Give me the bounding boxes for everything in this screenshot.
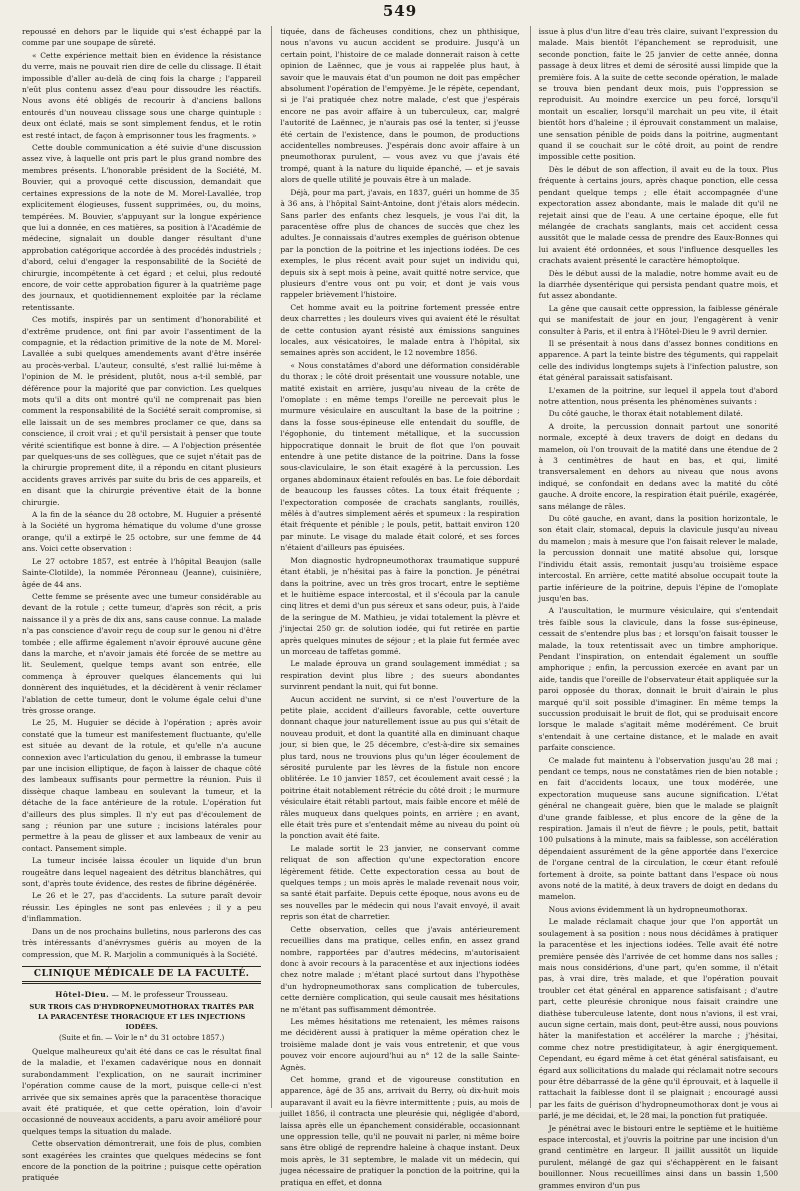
article-title: SUR TROIS CAS D'HYDROPNEUMOTHORAX TRAITÉS PAR LA PARACENTÈSE THORACIQUE ET LES INJECTIONS IODÉES. bbox=[29, 1002, 254, 1031]
article-subtitle: (Suite et fin. — Voir le n° du 31 octobre 1857.) bbox=[59, 1033, 225, 1042]
paragraph: Cette observation démontrerait, une fois de plus, combien sont exagérées les craintes que quelques médecins se font encore de la ponction de la poitrine ; puisque cette opération pratiquée bbox=[22, 1139, 262, 1183]
paragraph: Cette observation, celles que j'avais antérieurement recueillies dans ma pratique, celles enfin, en assez grand nombre, rapportées par d'autres médecins, m'autorisaient donc à avoir recours à la paracentèse et aux injections iodées chez notre malade ; m'étant placé surtout dans l'hypothèse d'un hydropneumothorax sans complication de tubercules, cette dernière complication, qui seule causait mes hésitations ne m'étant pas suffisamment démontrée. bbox=[280, 924, 520, 1014]
paragraph: Cet homme avait eu la poitrine fortement pressée entre deux charrettes ; les douleurs vives qui avaient été le résultat de cette contusion ayant résisté aux émissions sanguines locales, aux vésicatoires, le malade entra à l'hôpital, six semaines après son accident, le 12 novembre 1856. bbox=[280, 302, 520, 358]
paragraph: Du côté gauche, le thorax était notablement dilaté. bbox=[548, 409, 743, 419]
paragraph: Cette femme se présente avec une tumeur considérable au devant de la rotule ; cette tumeur, d'après son récit, a pris naissance il y a près de dix ans, sans cause connue. La malade n'a pas conscience d'avoir reçu de coup sur le genou ni d'être tombée ; elle affirme également n'avoir éprouvé aucune gêne dans la marche, et n'avoir jamais été forcée de se mettre au lit. Seulement, quelque temps avant son entrée, elle commença à éprouver quelques élancements qui lui donnèrent des inquiétudes, et la décidèrent à venir réclamer l'ablation de cette tumeur, dont le volume égale celui d'une très grosse orange. bbox=[22, 591, 262, 715]
service-professor: — M. le professeur Trousseau. bbox=[109, 989, 229, 999]
column-1 bbox=[22, 26, 262, 1183]
paragraph: Mon diagnostic hydropneumothorax traumatique suppuré étant établi, je n'hésitai pas à faire la ponction. Je pénétrai dans la poitrine, avec un très gros trocart, entre le septième et le huitième espace intercostal, et il s'écoula par la canule cinq litres et demi d'un pus séreux et sans odeur, puis, à l'aide de la seringue de M. Mathieu, je vidai totalement la plèvre et j'injectai 250 gr. de solution iodée, qui fut retirée en partie après quelques minutes de séjour ; et la plaie fut fermée avec un morceau de taffetas gommé. bbox=[280, 555, 520, 656]
text-columns bbox=[22, 26, 778, 1190]
paragraph: « Nous constatâmes d'abord une déformation considérable du thorax ; le côté droit présentait une voussure notable, une matité existait en arrière, jusqu'au niveau de la crête de l'omoplate : en même temps l'oreille ne percevait plus le murmure vésiculaire en auscultant la base de la poitrine ; dans la fosse sous-épineuse elle entendait du souffle, de l'égophonie, du tintement métallique, et la succussion hippocratique donnait le bruit de flot que l'on pouvait entendre à une petite distance de la poitrine. Dans la fosse sous-claviculaire, le son était exagéré à la percussion. Les organes abdominaux étaient refoulés en bas. Le foie débordait de beaucoup les fausses côtes. La toux était fréquente ; l'expectoration composée de crachats sanglants, rouillés, mêlés à d'autres simplement aérés et spumeux : la respiration était fréquente et pénible ; le pouls, petit, battait environ 120 par minute. Le visage du malade était coloré, et ses forces n'étaient d'ailleurs pas épuisées. bbox=[280, 360, 520, 553]
paragraph: Le 25, M. Huguier se décide à l'opération ; après avoir constaté que la tumeur est manifestement fluctuante, qu'elle est située au devant de la rotule, et qu'elle n'a aucune connexion avec l'articulation du genou, il embrasse la tumeur par une incision elliptique, de façon à laisser de chaque côté des lambeaux suffisants pour permettre la réunion. Puis il dissèque chaque lambeau en soulevant la tumeur, et la détache de la face antérieure de la rotule. L'opération fut d'ailleurs des plus simples. Il n'y eut pas d'écoulement de sang ; réunion par une suture ; incisions latérales pour permettre à la peau de glisser et aux lambeaux de venir au contact. Pansement simple. bbox=[22, 718, 262, 853]
paragraph: Dans un de nos prochains bulletins, nous parlerons des cas très intéressants d'anévrysmes guéris au moyen de la compression, que M. R. Marjolin a communiqués à la Société. bbox=[22, 926, 262, 959]
paragraph: Le 26 et le 27, pas d'accidents. La suture paraît devoir réussir. Les épingles ne sont pas enlevées ; il y a peu d'inflammation. bbox=[22, 891, 262, 924]
paragraph: Je pénétrai avec le bistouri entre le septième et le huitième espace intercostal, et j'ouvris la poitrine par une incision d'un grand centimètre en largeur. Il jaillit aussitôt un liquide purulent, mélangé de gaz qui s'échappèrent en le faisant bouillonner. Nous recueillîmes ainsi dans un bassin 1,500 grammes environ d'un pus bbox=[538, 1123, 778, 1190]
paragraph: Dès le début aussi de la maladie, notre homme avait eu de la diarrhée dysentérique qui persista pendant quatre mois, et fut assez abondante. bbox=[538, 268, 778, 301]
page-number: 549 bbox=[382, 2, 418, 20]
paragraph: Les mêmes hésitations me retenaient, les mêmes raisons me décidèrent aussi à pratiquer la même opération chez le troisième malade dont je vais vous entretenir, et que vous pouvez voir encore aujourd'hui au n° 12 de la salle Sainte-Agnès. bbox=[280, 1016, 520, 1072]
paragraph: Déjà, pour ma part, j'avais, en 1837, guéri un homme de 35 à 36 ans, à l'hôpital Saint-Antoine, dont j'étais alors médecin. Sans parler des enfants chez lesquels, je vous l'ai dit, la paracentèse offre plus de chances de succès que chez les adultes. Je connaissais d'autres exemples de guérison obtenue par la ponction de la poitrine et les injections iodées. De ces exemples, le plus récent avait pour sujet un individu qui, depuis six à sept mois à peine, avait quitté notre service, que plusieurs d'entre vous ont pu voir, et dont je vais vous rappeler brièvement l'histoire. bbox=[280, 187, 520, 300]
paragraph: tiquée, dans de fâcheuses conditions, chez un phthisique, nous n'avons vu aucun accident se produire. Jusqu'à un certain point, l'histoire de ce malade donnerait raison à cette opinion de Laënnec, que je vous ai rappelée plus haut, à savoir que le mauvais état d'un poumon ne doit pas empêcher absolument l'opération de l'empyème. Je le répète, cependant, si je l'ai pratiquée chez notre malade, c'est que j'espérais encore ne pas avoir affaire à un tuberculeux, car, malgré l'autorité de Laënnec, je n'aurais pas osé la tenter, si j'eusse été certain de l'existence, dans le poumon, de productions accidentelles nombreuses. J'espérais donc avoir affaire à un pneumothorax purulent, — vous avez vu que j'avais été trompé, quant à la nature du liquide épanché, — et je savais alors de quelle utilité je pouvais être à un malade. bbox=[280, 27, 520, 185]
service-heading bbox=[22, 990, 261, 999]
paragraph: La gêne que causait cette oppression, la faiblesse générale qui se manifestait de jour en jour, l'engagèrent à venir consulter à Paris, et il entra à l'Hôtel-Dieu le 9 avril dernier. bbox=[538, 303, 778, 336]
paragraph: Ces motifs, inspirés par un sentiment d'honorabilité et d'extrême prudence, ont fini par avoir l'assentiment de la compagnie, et la rédaction primitive de la note de M. Morel-Lavallée a subi quelques amendements avant d'être insérée au procès-verbal. L'auteur, consulté, s'est rallié lui-même à l'opinion de M. le président, plutôt, nous a-t-il semblé, par déférence pour la majorité que par conviction. Les quelques mots qu'il a dits ont montré qu'il ne comprenait pas bien comment la responsabilité de la Société serait compromise, si elle laissait un de ses membres proclamer ce que, dans sa conscience, il croit vrai ; et qu'il persistait à penser que toute vérité scientifique est bonne à dire. — A l'objection présentée par quelques-uns de ses collègues, que ce sujet n'était pas de la chirurgie proprement dite, il a répondu en citant plusieurs accidents graves arrivés par suite du bris de ces appareils, et en disant que la chirurgie préventive était de la bonne chirurgie. bbox=[22, 315, 262, 507]
section-divider bbox=[22, 966, 261, 967]
paragraph: repoussé en dehors par le liquide qui s'est échappé par la comme par une soupape de sûreté. bbox=[22, 27, 262, 48]
paragraph: « Cette expérience mettait bien en évidence la résistance du verre, mais ne pouvait rien dire de celle du clissage. Il était impossible d'aller au-delà de cinq fois la charge ; l'appareil n'eût plus contenu assez d'eau pour dissoudre les réactifs. Nous avons été obligés de recourir à d'anciens ballons entourés d'un nouveau clissage sous une charge quintuple : deux ont éclaté, mais se sont simplement fendus, et le rotin est resté intact, de façon à emprisonner tous les fragments. » bbox=[22, 50, 262, 140]
section-divider-double bbox=[22, 981, 261, 984]
paragraph: Cet homme, grand et de vigoureuse constitution en apparence, âgé de 35 ans, arrivait du Berry, où dix-huit mois auparavant il avait eu la fièvre intermittente ; puis, au mois de juillet 1856, il contracta une pleurésie qui, négligée d'abord, laissa après elle un épanchement considérable, occasionnant une oppression telle, qu'il ne pouvait ni parler, ni même boire sans être obligé de reprendre haleine à chaque instant. Deux mois après, le 31 septembre, le malade vit un médecin, qui jugea nécessaire de pratiquer la ponction de la poitrine, qui la pratiqua en effet, et donna bbox=[280, 1074, 520, 1187]
paragraph: Le malade sortit le 23 janvier, ne conservant comme reliquat de son affection qu'une expectoration encore légèrement fétide. Cette expectoration cessa au bout de quelques temps ; un mois après le malade revenait nous voir, sa santé était parfaite. Depuis cette époque, nous avons eu de ses nouvelles par le médecin qui nous l'avait envoyé, il avait repris son état de charretier. bbox=[280, 843, 520, 922]
paragraph: issue à plus d'un litre d'eau très claire, suivant l'expression du malade. Mais bientôt l'épanchement se reproduisit, une seconde ponction, faite le 25 janvier de cette année, donna passage à deux litres et demi de sérosité aussi limpide que la première fois. A la suite de cette seconde opération, le malade se trouva bien pendant deux mois, puis l'oppression se reproduisit. Au moindre exercice un peu forcé, lorsqu'il montait un escalier, lorsqu'il marchait un peu vite, il était bientôt hors d'haleine ; il éprouvait constamment un malaise, une sensation pénible de poids dans la poitrine, augmentant quand il se couchait sur le côté droit, au point de rendre impossible cette position. bbox=[538, 27, 778, 162]
paragraph: Aucun accident ne survint, si ce n'est l'ouverture de la petite plaie, accident d'ailleurs favorable, cette ouverture donnant chaque jour naturellement issue au pus qui s'était de nouveau produit, et dont la quantité alla en diminuant chaque jour, si bien que, le 25 décembre, c'est-à-dire six semaines plus tard, nous ne trouvions plus qu'un léger écoulement de sérosité purulente par les lèvres de la fistule non encore oblitérée. Le 10 janvier 1857, cet écoulement avait cessé ; la poitrine était notablement rétrécie du côté droit ; le murmure vésiculaire était rétabli partout, mais faible encore et mêlé de râles muqueux dans quelques points, en arrière ; en avant, elle était très pure et s'entendait même au niveau du point où la ponction avait été faite. bbox=[280, 694, 520, 841]
paragraph: Quelque malheureux qu'ait été dans ce cas le résultat final de la maladie, et l'examen cadavérique nous en donnait surabondamment l'explication, on ne saurait incriminer l'opération comme cause de la mort, puisque celle-ci n'est arrivée que six semaines après que la paracentèse thoracique avait été pratiquée, et que cette opération, loin d'avoir occasionné de nouveaux accidents, a paru avoir amélioré pour quelques temps la situation du malade. bbox=[22, 1046, 262, 1136]
paragraph: A la fin de la séance du 28 octobre, M. Huguier a présenté à la Société un hygroma hématique du volume d'une grosse orange, qu'il a extirpé le 25 octobre, sur une femme de 44 ans. Voici cette observation : bbox=[22, 510, 262, 554]
paragraph: Nous avions évidemment là un hydropneumothorax. bbox=[548, 904, 748, 914]
paragraph: Cette double communication a été suivie d'une discussion assez vive, à laquelle ont pris part le plus grand nombre des membres présents. L'honorable président de la Société, M. Bouvier, qui a provoqué cette discussion, demandait que certaines expressions de la note de M. Morel-Lavallée, trop explicitement élogieuses, fussent supprimées, ou, du moins, tempérées. M. Bouvier, s'appuyant sur la longue expérience que lui a donnée, en ces matières, sa position à l'Académie de médecine, signalait un double danger résultant d'une approbation catégorique accordée à des procédés industriels ; d'abord, celui d'engager la responsabilité de la Société de chirurgie, incompétente à cet égard ; et celui, plus redouté encore, de voir cette approbation figurer à la quatrième page des journaux, et quotidiennement exploitée par la réclame retentissante. bbox=[22, 143, 262, 312]
service-label: Hôtel-Dieu. bbox=[55, 989, 110, 999]
paragraph: La tumeur incisée laissa écouler un liquide d'un brun rougeâtre dans lequel nageaient des détritus blanchâtres, qui sont, d'après toute évidence, des restes de fibrine dégénérée. bbox=[22, 856, 262, 889]
paragraph: A l'auscultation, le murmure vésiculaire, qui s'entendait très faible sous la clavicule, dans la fosse sus-épineuse, cessait de s'entendre plus bas ; et lorsqu'on faisait tousser le malade, la toux retentissait avec un timbre amphorique. Pendant l'inspiration, on entendait également un souffle amphorique ; enfin, la percussion exercée en avant par un aide, tandis que l'oreille de l'observateur était appliquée sur la paroi opposée du thorax, donnait le bruit d'airain le plus marqué qu'il soit possible d'imaginer. En même temps la succussion produisait le bruit de flot, qui se produisait encore lorsque le malade s'agitait même modérément. Ce bruit s'entendait à une certaine distance, et le malade en avait parfaite conscience. bbox=[538, 606, 778, 753]
paragraph: L'examen de la poitrine, sur lequel il appela tout d'abord notre attention, nous présenta les phénomènes suivants : bbox=[538, 385, 778, 406]
paragraph: Ce malade fut maintenu à l'observation jusqu'au 28 mai ; pendant ce temps, nous ne constatâmes rien de bien notable ; en fait d'accidents locaux, une toux modérée, une expectoration muqueuse sans aucune signification. L'état général ne changeait guère, bien que le malade se plaignît d'une grande faiblesse, et plus encore de la gêne de la respiration. Jamais il n'eut de fièvre ; le pouls, petit, battait 100 pulsations à la minute, mais sa faiblesse, son accélération dépendaient assurément de la gêne apportée dans l'exercice de l'organe central de la circulation, le cœur étant refoulé fortement à droite, sa pointe battant dans l'espace où nous avons noté de la matité, à deux travers de doigt en dedans du mamelon. bbox=[538, 755, 778, 902]
paragraph: Du côté gauche, en avant, dans la position horizontale, le son était clair, stomacal, depuis la clavicule jusqu'au niveau du mamelon ; mais à mesure que l'on faisait relever le malade, la percussion donnait une matité absolue qui, lorsque l'individu était assis, remontait jusqu'au troisième espace intercostal. En arrière, cette matité absolue occupait toute la partie inférieure de la poitrine, depuis l'épine de l'omoplate jusqu'en bas. bbox=[538, 514, 778, 603]
paragraph: Il se présentait à nous dans d'assez bonnes conditions en apparence. A part la teinte bistre des téguments, qui rappelait celle des individus longtemps sujets à l'infection palustre, son état général paraissait satisfaisant. bbox=[538, 338, 778, 383]
column-1-top-text bbox=[22, 26, 261, 960]
section-title: CLINIQUE MÉDICALE DE LA FACULTÉ. bbox=[33, 968, 250, 979]
column-2 bbox=[271, 26, 520, 1187]
paragraph: Le malade réclamait chaque jour que l'on apportât un soulagement à sa position : nous nous décidâmes à pratiquer la paracentèse et les injections iodées. Telle avait été notre première pensée dès l'arrivée de cet homme dans nos salles ; mais nous considérions, d'une part, qu'en somme, il n'était pas, à vrai dire, très malade, et que l'opération pouvait troubler cet état général en apparence satisfaisant ; d'autre part, cette pleurésie chronique nous faisait craindre une diathèse tuberculeuse latente, dont nous n'avions, il est vrai, aucun signe certain, mais dont, peut-être aussi, nous pouvions hâter la manifestation et accélérer la marche ; j'hésitai, comme chez notre prestidigitateur, à agir énergiquement. Cependant, eu égard même à cet état général satisfaisant, eu égard aux sollicitations du malade qui réclamait notre secours pour être débarrassé de la gêne qu'il éprouvait, et à laquelle il rattachait la faiblesse dont il se plaignait ; encouragé aussi par les faits de guérison d'hydropneumothorax dont je vous ai parlé, je me décidai, et, le 28 mai, la ponction fut pratiquée. bbox=[538, 917, 778, 1121]
column-3 bbox=[530, 26, 778, 1190]
paragraph: Le 27 octobre 1857, est entrée à l'hôpital Beaujon (salle Sainte-Clotilde), la nommée Péronneau (Jeanne), cuisinière, âgée de 44 ans. bbox=[22, 556, 262, 589]
paragraph: Dès le début de son affection, il avait eu de la toux. Plus fréquente à certains jours, après chaque ponction, elle cessa pendant quelque temps ; elle était accompagnée d'une expectoration assez abondante, mais le malade dit qu'il ne rejetait ainsi que de l'eau. A une certaine époque, elle fut mélangée de crachats sanglants, mais cet accident cessa aussitôt que le malade cessa de prendre des Eaux-Bonnes qui lui avaient été ordonnées, et sous l'influence desquelles les crachats avaient présenté le caractère hémoptoïque. bbox=[538, 164, 778, 266]
paragraph: Le malade éprouva un grand soulagement immédiat ; sa respiration devint plus libre ; des sueurs abondantes survinrent pendant la nuit, qui fut bonne. bbox=[280, 659, 520, 692]
paragraph: A droite, la percussion donnait partout une sonorité normale, excepté à deux travers de doigt en dedans du mamelon, où l'on trouvait de la matité dans une étendue de 2 à 3 centimètres de haut en bas, et qui, limité transversalement en dehors au niveau que nous avons indiqué, se confondait en dedans avec la matité du côté gauche. A droite encore, la respiration était puérile, exagérée, sans mélange de râles. bbox=[538, 421, 778, 511]
